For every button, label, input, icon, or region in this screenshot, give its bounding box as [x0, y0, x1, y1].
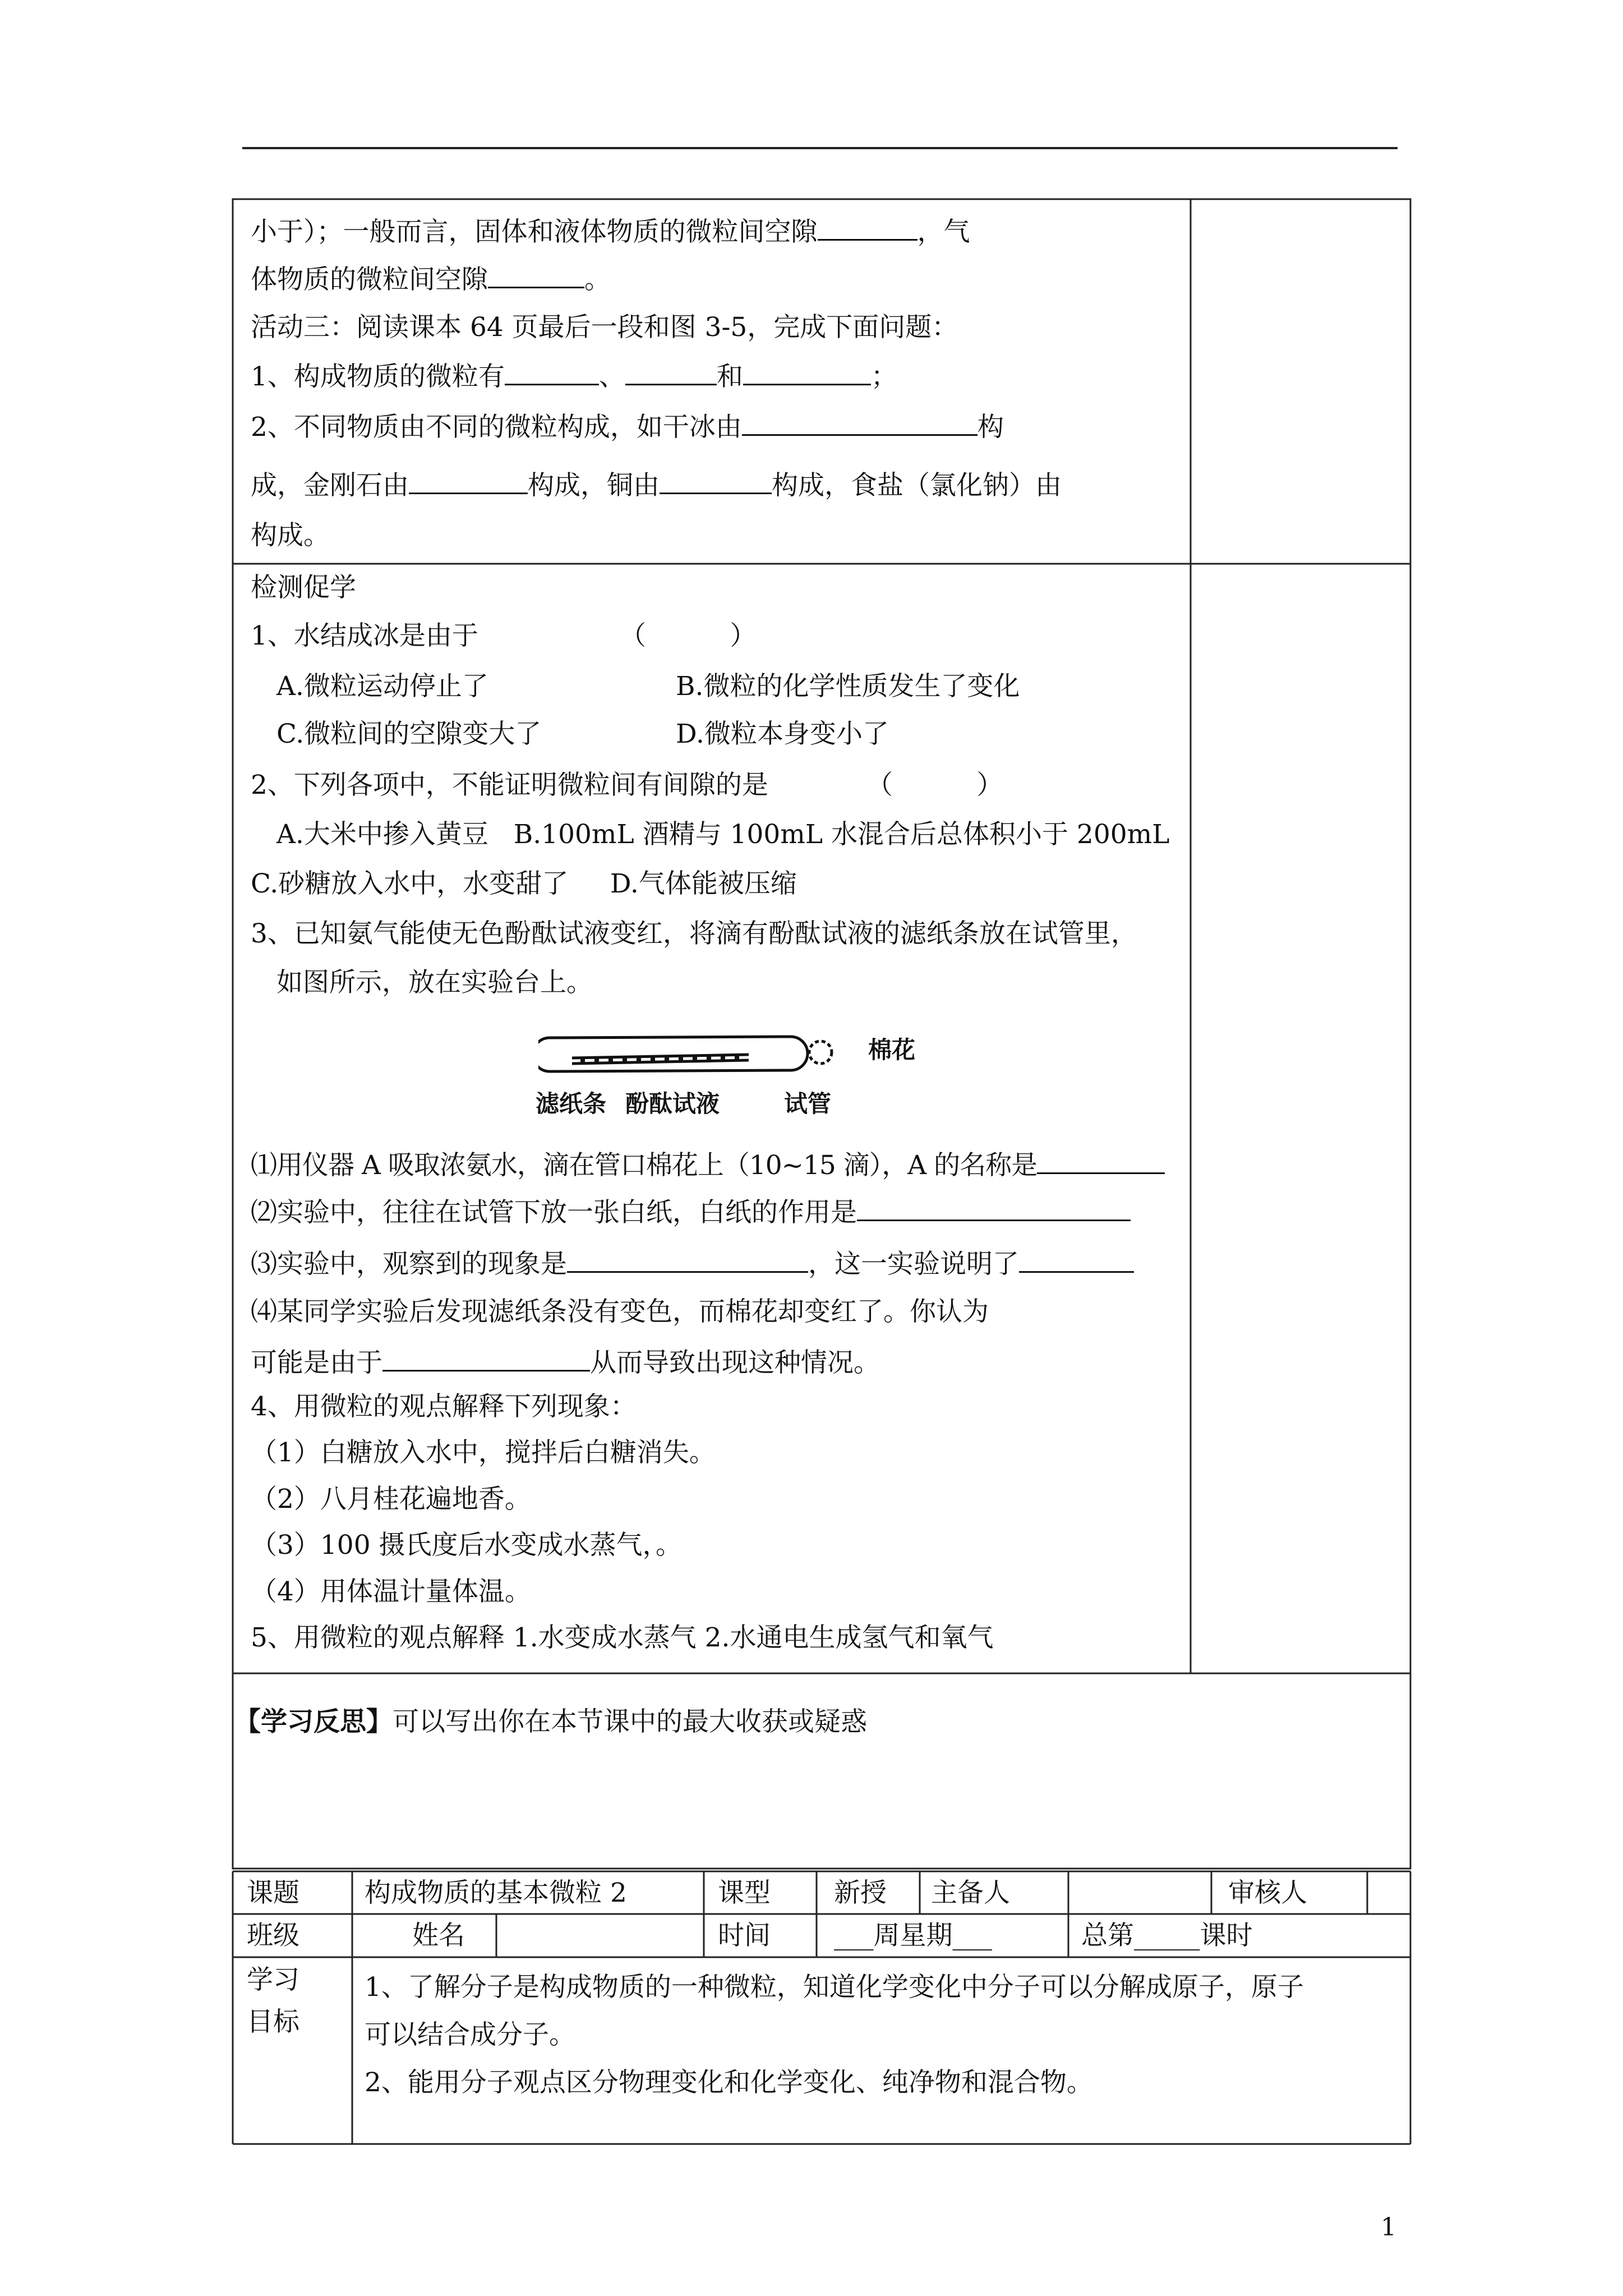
answer-blank[interactable] [857, 1195, 1131, 1221]
question-1 [251, 359, 897, 394]
test-q2: 2、下列各项中，不能证明微粒间有间隙的是 [251, 770, 768, 800]
text: 可能是由于 [251, 1347, 382, 1378]
time-value: ___周星期___ [834, 1920, 992, 1951]
reviewer-label: 审核人 [1228, 1878, 1307, 1908]
answer-blank[interactable] [567, 1246, 808, 1273]
sub-question-4-line-2 [251, 1345, 880, 1380]
text: 从而导致出现这种情况。 [590, 1347, 880, 1378]
reflection-prompt [234, 1705, 867, 1739]
text: ⑵实验中，往往在试管下放一张白纸，白纸的作用是 [251, 1197, 857, 1228]
time-label: 时间 [718, 1920, 771, 1951]
phenolphthalein-dot [693, 1055, 697, 1061]
answer-blank[interactable] [1019, 1246, 1134, 1273]
test-q4-item-2: （2）八月桂花遍地香。 [251, 1484, 531, 1515]
text: 。 [584, 264, 611, 295]
phenolphthalein-dot [665, 1056, 669, 1061]
phenolphthalein-dot [637, 1056, 641, 1062]
sub-question-2 [251, 1195, 1131, 1230]
answer-blank[interactable] [660, 468, 772, 494]
goal-1-line-2: 可以结合成分子。 [365, 2019, 575, 2050]
option-a: A.微粒运动停止了 [276, 671, 488, 702]
text: ，这一实验说明了 [808, 1249, 1019, 1280]
preparer-field[interactable] [1071, 1874, 1209, 1912]
text: ⑴用仪器 A 吸取浓氨水，滴在管口棉花上（10~15 滴），A 的名称是 [251, 1150, 1038, 1181]
test-q5: 5、用微粒的观点解释 1.水变成水蒸气 2.水通电生成氢气和氧气 [251, 1622, 994, 1653]
test-q4-item-3: （3）100 摄氏度后水变成水蒸气，。 [251, 1530, 683, 1561]
preparer-label: 主备人 [931, 1878, 1010, 1908]
text: 2、不同物质由不同的微粒构成，如干冰由 [251, 412, 742, 443]
reviewer-field[interactable] [1370, 1874, 1409, 1912]
fill-line-1 [251, 214, 970, 249]
text: 、 [598, 361, 625, 392]
phenolphthalein-dot [623, 1057, 627, 1062]
sub-question-1 [251, 1148, 1165, 1182]
phenolphthalein-dot [594, 1057, 599, 1063]
sub-question-3 [251, 1246, 1134, 1281]
section-heading: 检测促学 [251, 572, 356, 603]
text: 小于）；一般而言，固体和液体物质的微粒间空隙 [251, 217, 818, 247]
phenolphthalein-dot [735, 1055, 739, 1060]
phenolphthalein-dot [608, 1057, 613, 1062]
page-number: 1 [1381, 2213, 1396, 2242]
goal-2: 2、能用分子观点区分物理变化和化学变化、纯净物和混合物。 [365, 2067, 1093, 2098]
question-2-line-3: 构成。 [251, 520, 330, 551]
figure-label-phenolphthalein: 酚酞试液 [625, 1090, 720, 1117]
answer-paren[interactable]: （ ） [866, 770, 1003, 800]
figure-label-filter: 滤纸条 [536, 1090, 607, 1117]
goals-label-1: 学习 [247, 1964, 299, 1995]
name-field[interactable] [499, 1916, 701, 1955]
answer-blank[interactable] [1037, 1148, 1165, 1174]
test-q4-item-1: （1）白糖放入水中，搅拌后白糖消失。 [251, 1437, 716, 1468]
activity-three: 活动三：阅读课本 64 页最后一段和图 3-5，完成下面问题： [251, 312, 958, 343]
option-b: B.微粒的化学性质发生了变化 [676, 671, 1020, 702]
text: 构 [977, 412, 1004, 443]
name-label: 姓名 [412, 1920, 465, 1951]
phenolphthalein-dot [707, 1055, 711, 1061]
answer-blank[interactable] [742, 409, 978, 436]
text: 和 [716, 361, 743, 392]
answer-blank[interactable] [743, 359, 871, 385]
text: 1、水结成冰是由于 [251, 620, 478, 651]
lesson-type-value: 新授 [834, 1878, 887, 1908]
text: 成，金刚石由 [251, 470, 409, 501]
phenolphthalein-dot [679, 1056, 683, 1061]
question-2-line-1 [251, 409, 1004, 444]
test-q4: 4、用微粒的观点解释下列现象： [251, 1391, 637, 1422]
answer-blank[interactable] [625, 359, 717, 385]
lesson-type-label: 课型 [718, 1878, 771, 1908]
text: ； [870, 361, 897, 392]
options-cd: C.砂糖放入水中，水变甜了 D.气体能被压缩 [251, 868, 797, 899]
options-ab: A.大米中掺入黄豆 B.100mL 酒精与 100mL 水混合后总体积小于 200mL [276, 819, 1170, 850]
answer-blank[interactable] [382, 1345, 590, 1372]
tube-outline [538, 1037, 808, 1071]
text: ⑶实验中，观察到的现象是 [251, 1249, 567, 1280]
text: 构成，铜由 [528, 470, 660, 501]
total-lesson: 总第_____课时 [1081, 1920, 1253, 1951]
question-2-line-2 [251, 468, 1062, 503]
option-c: C.微粒间的空隙变大了 [276, 719, 542, 749]
test-q3-line-1: 3、已知氨气能使无色酚酞试液变红，将滴有酚酞试液的滤纸条放在试管里， [251, 918, 1137, 949]
text: 体物质的微粒间空隙 [251, 264, 488, 295]
figure-label-cotton: 棉花 [868, 1036, 916, 1064]
reflection-answer-area[interactable] [236, 1745, 1408, 1865]
phenolphthalein-dot [580, 1057, 585, 1063]
cotton-ball [809, 1041, 832, 1064]
reflection-bracket: 【学习反思】 [234, 1706, 393, 1737]
goal-1-line-1: 1、了解分子是构成物质的一种微粒，知道化学变化中分子可以分解成原子，原子 [365, 1972, 1304, 2003]
answer-paren[interactable]: （ ） [620, 620, 757, 651]
figure-label-tube: 试管 [784, 1090, 832, 1117]
goals-label-2: 目标 [247, 2007, 299, 2037]
topic-value: 构成物质的基本微粒 2 [365, 1878, 627, 1908]
topic-label: 课题 [247, 1878, 299, 1908]
text: 构成，食盐（氯化钠）由 [772, 470, 1062, 501]
fill-line-2 [251, 262, 611, 297]
text: 1、构成物质的微粒有 [251, 361, 505, 392]
phenolphthalein-dot [721, 1055, 725, 1060]
answer-blank[interactable] [409, 468, 528, 494]
test-q4-item-4: （4）用体温计量体温。 [251, 1576, 531, 1607]
class-label: 班级 [247, 1920, 299, 1951]
answer-blank[interactable] [818, 214, 917, 241]
answer-blank[interactable] [488, 262, 584, 288]
answer-blank[interactable] [505, 359, 599, 385]
sub-question-4-line-1: ⑷某同学实验后发现滤纸条没有变色，而棉花却变红了。你认为 [251, 1296, 989, 1327]
reflection-text: 可以写出你在本节课中的最大收获或疑惑 [393, 1706, 867, 1737]
text: ，气 [917, 217, 970, 247]
option-d: D.微粒本身变小了 [676, 719, 889, 749]
test-q1 [251, 619, 478, 653]
phenolphthalein-dot [651, 1056, 655, 1062]
test-q3-line-2: 如图所示，放在实验台上。 [276, 967, 593, 998]
